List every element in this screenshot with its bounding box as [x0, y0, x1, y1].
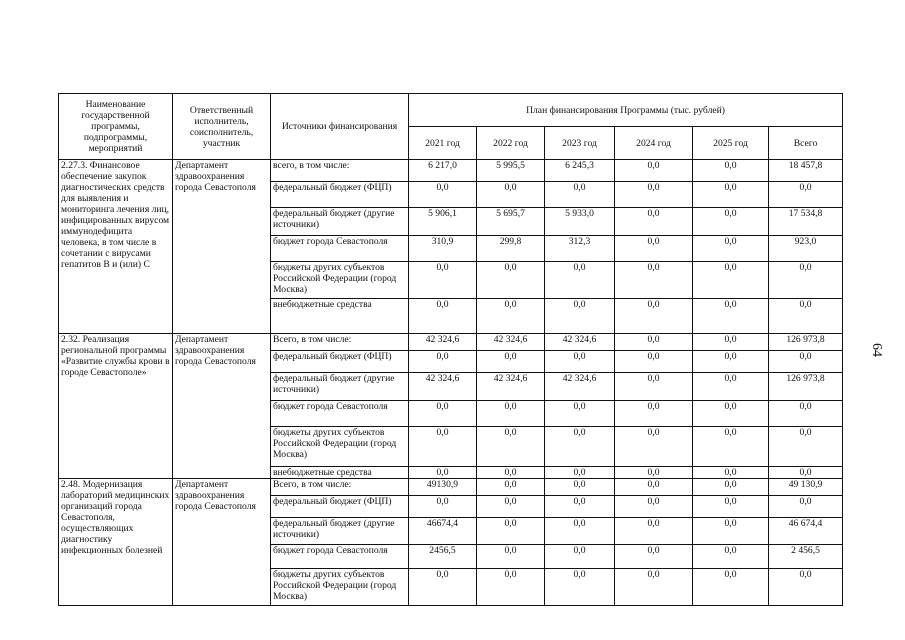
year-value-cell: 2456,5: [409, 545, 477, 569]
year-value-cell: 0,0: [409, 496, 477, 518]
source-cell: бюджеты других субъектов Российской Федерации (город Москва): [271, 262, 409, 299]
responsible-cell: Департамент здравоохранения города Севастополя: [173, 160, 271, 334]
year-value-cell: 0,0: [477, 545, 545, 569]
year-value-cell: 0,0: [615, 373, 693, 401]
year-value-cell: 0,0: [545, 479, 615, 496]
year-value-cell: 42 324,6: [545, 373, 615, 401]
year-value-cell: 0,0: [477, 182, 545, 208]
total-value-cell: 126 973,8: [769, 373, 843, 401]
year-value-cell: 6 245,3: [545, 160, 615, 182]
year-value-cell: 0,0: [409, 351, 477, 373]
year-value-cell: 312,3: [545, 236, 615, 262]
source-cell: федеральный бюджет (другие источники): [271, 208, 409, 236]
total-value-cell: 2 456,5: [769, 545, 843, 569]
year-value-cell: 310,9: [409, 236, 477, 262]
year-value-cell: 0,0: [615, 427, 693, 467]
source-cell: федеральный бюджет (ФЦП): [271, 351, 409, 373]
source-cell: бюджет города Севастополя: [271, 545, 409, 569]
year-value-cell: 0,0: [615, 208, 693, 236]
year-value-cell: 0,0: [615, 496, 693, 518]
year-value-cell: 0,0: [615, 236, 693, 262]
year-value-cell: 0,0: [477, 518, 545, 545]
source-cell: бюджет города Севастополя: [271, 401, 409, 427]
page-number: 64: [869, 343, 884, 357]
year-value-cell: 0,0: [693, 182, 769, 208]
year-value-cell: 0,0: [615, 467, 693, 479]
total-value-cell: 0,0: [769, 262, 843, 299]
year-value-cell: 0,0: [693, 496, 769, 518]
year-value-cell: 0,0: [545, 182, 615, 208]
year-value-cell: 0,0: [545, 262, 615, 299]
source-cell: внебюджетные средства: [271, 299, 409, 334]
table-row: [59, 479, 843, 496]
year-value-cell: 42 324,6: [477, 373, 545, 401]
year-value-cell: 0,0: [693, 479, 769, 496]
total-value-cell: 0,0: [769, 401, 843, 427]
year-value-cell: 0,0: [477, 467, 545, 479]
year-value-cell: 5 933,0: [545, 208, 615, 236]
activity-name-cell: 2.48. Модернизация лабораторий медицинских организаций города Севастополя, осуществляющих диагностику инфекционных болезней: [59, 479, 173, 606]
year-value-cell: 0,0: [693, 334, 769, 351]
year-value-cell: 0,0: [693, 373, 769, 401]
table-row: [59, 334, 843, 351]
source-cell: внебюджетные средства: [271, 467, 409, 479]
year-value-cell: 42 324,6: [409, 373, 477, 401]
total-value-cell: 18 457,8: [769, 160, 843, 182]
year-value-cell: 0,0: [409, 182, 477, 208]
year-value-cell: 0,0: [409, 262, 477, 299]
year-value-cell: 0,0: [693, 236, 769, 262]
year-value-cell: 42 324,6: [409, 334, 477, 351]
year-value-cell: 5 995,5: [477, 160, 545, 182]
year-value-cell: 0,0: [615, 299, 693, 334]
header-year-2024: 2024 год: [615, 127, 693, 160]
source-cell: Всего, в том числе:: [271, 334, 409, 351]
year-value-cell: 6 217,0: [409, 160, 477, 182]
year-value-cell: 42 324,6: [545, 334, 615, 351]
source-cell: федеральный бюджет (ФЦП): [271, 182, 409, 208]
total-value-cell: 49 130,9: [769, 479, 843, 496]
year-value-cell: 42 324,6: [477, 334, 545, 351]
source-cell: федеральный бюджет (ФЦП): [271, 496, 409, 518]
total-value-cell: 0,0: [769, 496, 843, 518]
year-value-cell: 0,0: [615, 160, 693, 182]
total-value-cell: 0,0: [769, 182, 843, 208]
year-value-cell: 0,0: [693, 160, 769, 182]
header-name-col: Наименование государственной программы, подпрограммы, мероприятий: [59, 94, 173, 160]
year-value-cell: 0,0: [693, 518, 769, 545]
total-value-cell: 0,0: [769, 569, 843, 606]
table-row: [59, 160, 843, 182]
table-header: [59, 94, 843, 160]
year-value-cell: 0,0: [693, 208, 769, 236]
source-cell: Всего, в том числе:: [271, 479, 409, 496]
year-value-cell: 0,0: [545, 427, 615, 467]
year-value-cell: 0,0: [409, 299, 477, 334]
year-value-cell: 0,0: [693, 401, 769, 427]
year-value-cell: 0,0: [545, 569, 615, 606]
year-value-cell: 0,0: [409, 401, 477, 427]
year-value-cell: 0,0: [615, 518, 693, 545]
source-cell: бюджеты других субъектов Российской Федерации (город Москва): [271, 427, 409, 467]
responsible-cell: Департамент здравоохранения города Севастополя: [173, 334, 271, 479]
activity-name-cell: 2.32. Реализация региональной программы «Развитие службы крови в городе Севастополе»: [59, 334, 173, 479]
year-value-cell: 299,8: [477, 236, 545, 262]
year-value-cell: 0,0: [693, 262, 769, 299]
source-cell: бюджеты других субъектов Российской Федерации (город Москва): [271, 569, 409, 606]
year-value-cell: 0,0: [477, 262, 545, 299]
year-value-cell: 0,0: [615, 334, 693, 351]
total-value-cell: 126 973,8: [769, 334, 843, 351]
year-value-cell: 0,0: [615, 479, 693, 496]
year-value-cell: 46674,4: [409, 518, 477, 545]
source-cell: федеральный бюджет (другие источники): [271, 373, 409, 401]
year-value-cell: 0,0: [545, 351, 615, 373]
table-body: [59, 160, 843, 606]
source-cell: всего, в том числе:: [271, 160, 409, 182]
year-value-cell: 5 695,7: [477, 208, 545, 236]
year-value-cell: 0,0: [693, 467, 769, 479]
total-value-cell: 0,0: [769, 427, 843, 467]
year-value-cell: 0,0: [477, 299, 545, 334]
year-value-cell: 0,0: [615, 262, 693, 299]
year-value-cell: 0,0: [477, 401, 545, 427]
total-value-cell: 0,0: [769, 467, 843, 479]
total-value-cell: 923,0: [769, 236, 843, 262]
header-total: Всего: [769, 127, 843, 160]
year-value-cell: 0,0: [693, 427, 769, 467]
responsible-cell: Департамент здравоохранения города Севастополя: [173, 479, 271, 606]
year-value-cell: 0,0: [693, 545, 769, 569]
year-value-cell: 0,0: [409, 427, 477, 467]
year-value-cell: 0,0: [545, 545, 615, 569]
source-cell: федеральный бюджет (другие источники): [271, 518, 409, 545]
year-value-cell: 0,0: [615, 401, 693, 427]
year-value-cell: 0,0: [477, 479, 545, 496]
year-value-cell: 0,0: [477, 351, 545, 373]
year-value-cell: 0,0: [409, 467, 477, 479]
year-value-cell: 0,0: [693, 569, 769, 606]
header-year-2021: 2021 год: [409, 127, 477, 160]
header-plan-title: План финансирования Программы (тыс. рублей): [409, 94, 843, 127]
year-value-cell: 0,0: [545, 518, 615, 545]
year-value-cell: 0,0: [545, 401, 615, 427]
year-value-cell: 0,0: [477, 496, 545, 518]
activity-name-cell: 2.27.3. Финансовое обеспечение закупок диагностических средств для выявления и мониторинга лечения лиц, инфицированных вирусом иммунодефицита человека, в том числе в сочетании с вирусами гепатитов В и (или) С: [59, 160, 173, 334]
header-responsible-col: Ответственный исполнитель, соисполнитель, участник: [173, 94, 271, 160]
header-year-2025: 2025 год: [693, 127, 769, 160]
source-cell: бюджет города Севастополя: [271, 236, 409, 262]
header-year-2022: 2022 год: [477, 127, 545, 160]
header-source-col: Источники финансирования: [271, 94, 409, 160]
year-value-cell: 0,0: [545, 299, 615, 334]
year-value-cell: 0,0: [615, 182, 693, 208]
financing-table: [58, 93, 843, 606]
year-value-cell: 0,0: [615, 569, 693, 606]
year-value-cell: 0,0: [693, 299, 769, 334]
total-value-cell: 0,0: [769, 299, 843, 334]
year-value-cell: 0,0: [615, 545, 693, 569]
total-value-cell: 17 534,8: [769, 208, 843, 236]
header-year-2023: 2023 год: [545, 127, 615, 160]
year-value-cell: 0,0: [545, 467, 615, 479]
year-value-cell: 0,0: [545, 496, 615, 518]
year-value-cell: 0,0: [477, 427, 545, 467]
year-value-cell: 0,0: [409, 569, 477, 606]
year-value-cell: 0,0: [693, 351, 769, 373]
total-value-cell: 46 674,4: [769, 518, 843, 545]
year-value-cell: 49130,9: [409, 479, 477, 496]
year-value-cell: 0,0: [477, 569, 545, 606]
total-value-cell: 0,0: [769, 351, 843, 373]
year-value-cell: 0,0: [615, 351, 693, 373]
year-value-cell: 5 906,1: [409, 208, 477, 236]
